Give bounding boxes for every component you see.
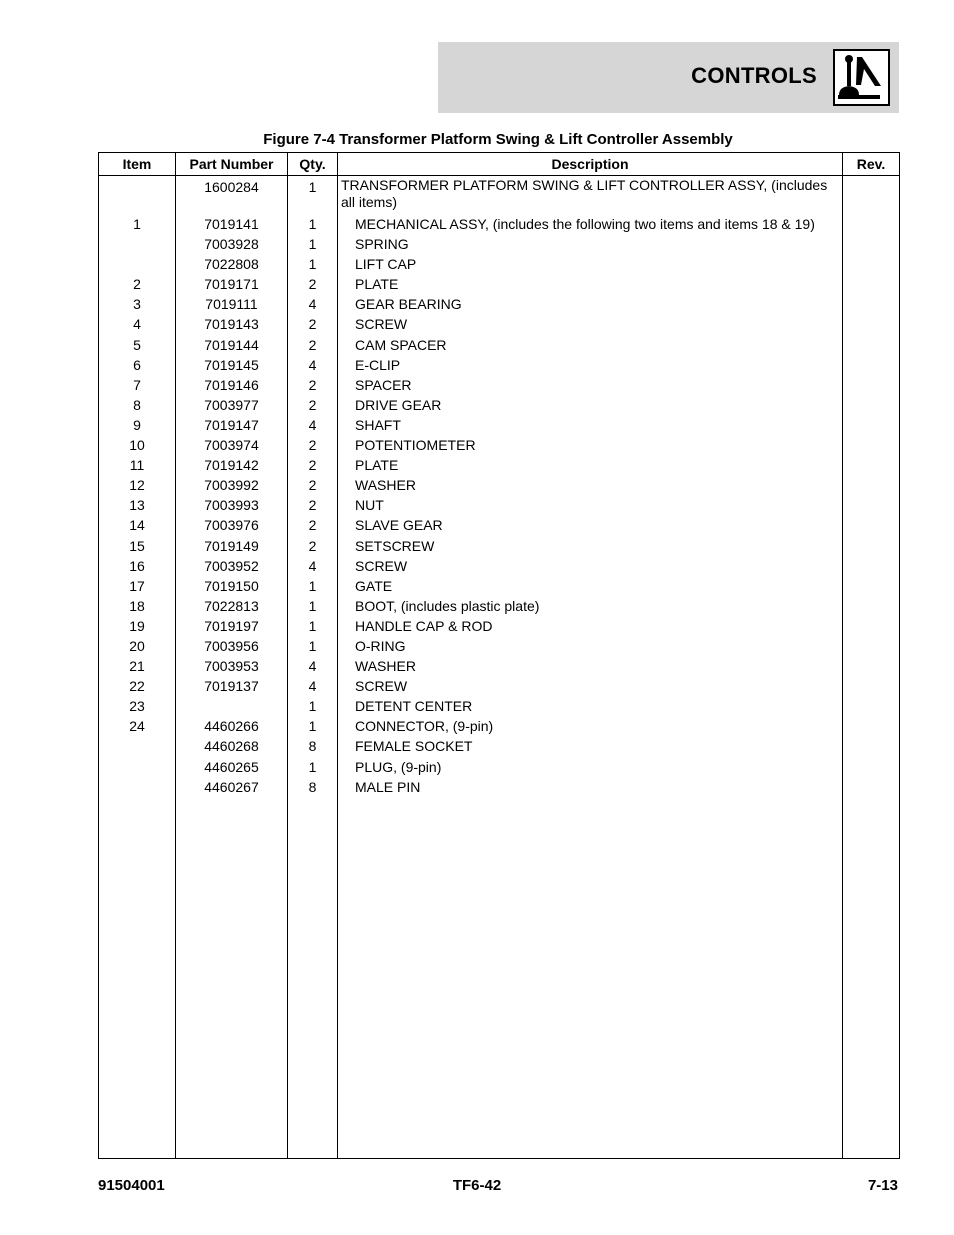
cell-description: WASHER <box>338 656 843 676</box>
cell-part-number: 7019141 <box>176 214 288 234</box>
cell-item <box>99 254 176 274</box>
cell-part-number: 7003977 <box>176 395 288 415</box>
table-row <box>99 556 900 576</box>
cell-rev <box>843 556 900 576</box>
cell-qty: 1 <box>288 214 338 234</box>
cell-item <box>99 757 176 777</box>
cell-rev <box>843 696 900 716</box>
cell-item: 24 <box>99 716 176 736</box>
cell-qty: 2 <box>288 314 338 334</box>
cell-part-number: 7019143 <box>176 314 288 334</box>
cell-rev <box>843 294 900 314</box>
cell-part-number: 7019137 <box>176 676 288 696</box>
cell-item: 12 <box>99 475 176 495</box>
table-row <box>99 736 900 756</box>
cell-part-number: 4460266 <box>176 716 288 736</box>
cell-qty: 2 <box>288 536 338 556</box>
cell-part-number: 7003953 <box>176 656 288 676</box>
cell-item: 20 <box>99 636 176 656</box>
cell-rev <box>843 335 900 355</box>
cell-part-number: 7019111 <box>176 294 288 314</box>
table-row <box>99 335 900 355</box>
cell-qty: 8 <box>288 777 338 797</box>
cell-qty: 2 <box>288 515 338 535</box>
cell-rev <box>843 234 900 254</box>
cell-description: DETENT CENTER <box>338 696 843 716</box>
cell-item: 4 <box>99 314 176 334</box>
col-header-rev: Rev. <box>843 153 900 176</box>
table-row <box>99 415 900 435</box>
cell-description: SPRING <box>338 234 843 254</box>
cell-rev <box>843 596 900 616</box>
cell-item <box>99 777 176 797</box>
cell-qty: 2 <box>288 495 338 515</box>
cell-description: NUT <box>338 495 843 515</box>
figure-title: Figure 7-4 Transformer Platform Swing & Lift Controller Assembly <box>263 131 733 148</box>
cell-rev <box>843 636 900 656</box>
cell-item <box>99 736 176 756</box>
parts-table <box>98 152 900 1159</box>
cell-qty: 1 <box>288 757 338 777</box>
cell-part-number: 1600284 <box>176 176 288 215</box>
cell-rev <box>843 375 900 395</box>
cell-part-number: 7019149 <box>176 536 288 556</box>
table-row <box>99 757 900 777</box>
footer-document-number: 91504001 <box>98 1177 165 1194</box>
cell-description: CONNECTOR, (9-pin) <box>338 716 843 736</box>
cell-rev <box>843 176 900 215</box>
cell-item: 21 <box>99 656 176 676</box>
cell-qty: 2 <box>288 274 338 294</box>
cell-item: 8 <box>99 395 176 415</box>
cell-rev <box>843 536 900 556</box>
cell-description: O-RING <box>338 636 843 656</box>
cell-description: WASHER <box>338 475 843 495</box>
cell-item: 13 <box>99 495 176 515</box>
cell-item: 10 <box>99 435 176 455</box>
cell-description: GEAR BEARING <box>338 294 843 314</box>
cell-qty: 1 <box>288 254 338 274</box>
cell-qty: 2 <box>288 335 338 355</box>
section-header <box>438 42 899 113</box>
cell-item: 23 <box>99 696 176 716</box>
cell-rev <box>843 314 900 334</box>
cell-part-number: 7003974 <box>176 435 288 455</box>
cell-description: BOOT, (includes plastic plate) <box>338 596 843 616</box>
table-row <box>99 395 900 415</box>
cell-rev <box>843 355 900 375</box>
cell-item: 11 <box>99 455 176 475</box>
cell-item: 16 <box>99 556 176 576</box>
table-row <box>99 777 900 797</box>
cell-qty: 4 <box>288 355 338 375</box>
cell-rev <box>843 214 900 234</box>
filler-cell <box>843 797 900 1159</box>
cell-rev <box>843 395 900 415</box>
cell-description: DRIVE GEAR <box>338 395 843 415</box>
filler-cell <box>99 797 176 1159</box>
table-row <box>99 375 900 395</box>
cell-qty: 1 <box>288 716 338 736</box>
col-header-qty: Qty. <box>288 153 338 176</box>
table-filler-row <box>99 797 900 1159</box>
cell-qty: 2 <box>288 375 338 395</box>
cell-item <box>99 234 176 254</box>
cell-part-number: 7019142 <box>176 455 288 475</box>
cell-qty: 1 <box>288 696 338 716</box>
cell-part-number: 4460265 <box>176 757 288 777</box>
cell-rev <box>843 576 900 596</box>
filler-cell <box>176 797 288 1159</box>
cell-part-number: 7019146 <box>176 375 288 395</box>
cell-item <box>99 176 176 215</box>
table-row <box>99 536 900 556</box>
cell-description: PLATE <box>338 455 843 475</box>
table-header-row <box>99 153 900 176</box>
cell-part-number: 7019147 <box>176 415 288 435</box>
cell-description: SCREW <box>338 556 843 576</box>
footer-page-number: 7-13 <box>867 1177 898 1194</box>
table-row <box>99 576 900 596</box>
cell-qty: 4 <box>288 676 338 696</box>
table-row <box>99 616 900 636</box>
table-row <box>99 676 900 696</box>
cell-part-number: 7019150 <box>176 576 288 596</box>
cell-description: GATE <box>338 576 843 596</box>
table-row <box>99 475 900 495</box>
cell-description: LIFT CAP <box>338 254 843 274</box>
cell-rev <box>843 736 900 756</box>
cell-item: 2 <box>99 274 176 294</box>
cell-rev <box>843 777 900 797</box>
cell-description: SLAVE GEAR <box>338 515 843 535</box>
cell-part-number: 4460268 <box>176 736 288 756</box>
table-row <box>99 176 900 215</box>
cell-rev <box>843 716 900 736</box>
cell-item: 22 <box>99 676 176 696</box>
cell-rev <box>843 274 900 294</box>
cell-description: SPACER <box>338 375 843 395</box>
cell-rev <box>843 757 900 777</box>
section-title: CONTROLS <box>691 63 817 88</box>
table-row <box>99 696 900 716</box>
cell-description: SCREW <box>338 676 843 696</box>
cell-rev <box>843 656 900 676</box>
cell-description: PLATE <box>338 274 843 294</box>
cell-description: SCREW <box>338 314 843 334</box>
cell-qty: 1 <box>288 636 338 656</box>
cell-qty: 1 <box>288 234 338 254</box>
cell-description: CAM SPACER <box>338 335 843 355</box>
cell-description: MECHANICAL ASSY, (includes the following two items and items 18 & 19) <box>338 214 843 234</box>
cell-rev <box>843 616 900 636</box>
cell-description: HANDLE CAP & ROD <box>338 616 843 636</box>
cell-rev <box>843 676 900 696</box>
cell-part-number: 7019144 <box>176 335 288 355</box>
cell-description: SETSCREW <box>338 536 843 556</box>
cell-description: POTENTIOMETER <box>338 435 843 455</box>
cell-rev <box>843 435 900 455</box>
cell-part-number: 7003976 <box>176 515 288 535</box>
cell-item: 5 <box>99 335 176 355</box>
cell-qty: 1 <box>288 176 338 215</box>
cell-part-number: 7003952 <box>176 556 288 576</box>
cell-item: 18 <box>99 596 176 616</box>
cell-item: 19 <box>99 616 176 636</box>
cell-part-number: 7019171 <box>176 274 288 294</box>
cell-description: SHAFT <box>338 415 843 435</box>
cell-item: 14 <box>99 515 176 535</box>
table-row <box>99 596 900 616</box>
table-row <box>99 355 900 375</box>
cell-qty: 1 <box>288 596 338 616</box>
table-row <box>99 274 900 294</box>
filler-cell <box>338 797 843 1159</box>
cell-part-number <box>176 696 288 716</box>
cell-qty: 1 <box>288 576 338 596</box>
cell-qty: 4 <box>288 556 338 576</box>
cell-item: 15 <box>99 536 176 556</box>
cell-part-number: 7019145 <box>176 355 288 375</box>
cell-item: 1 <box>99 214 176 234</box>
cell-part-number: 7019197 <box>176 616 288 636</box>
col-header-part-number: Part Number <box>176 153 288 176</box>
col-header-item: Item <box>99 153 176 176</box>
cell-description: TRANSFORMER PLATFORM SWING & LIFT CONTROLLER ASSY, (includes all items) <box>338 176 843 215</box>
table-row <box>99 656 900 676</box>
cell-qty: 4 <box>288 415 338 435</box>
cell-qty: 4 <box>288 294 338 314</box>
table-row <box>99 294 900 314</box>
table-row <box>99 214 900 234</box>
cell-part-number: 7022808 <box>176 254 288 274</box>
cell-qty: 8 <box>288 736 338 756</box>
cell-description: PLUG, (9-pin) <box>338 757 843 777</box>
cell-rev <box>843 254 900 274</box>
footer-model: TF6-42 <box>452 1177 502 1194</box>
cell-description: E-CLIP <box>338 355 843 375</box>
cell-item: 7 <box>99 375 176 395</box>
cell-part-number: 7003992 <box>176 475 288 495</box>
filler-cell <box>288 797 338 1159</box>
cell-item: 6 <box>99 355 176 375</box>
cell-qty: 2 <box>288 395 338 415</box>
cell-rev <box>843 495 900 515</box>
table-row <box>99 495 900 515</box>
table-row <box>99 435 900 455</box>
cell-part-number: 7003928 <box>176 234 288 254</box>
cell-item: 17 <box>99 576 176 596</box>
table-row <box>99 515 900 535</box>
table-row <box>99 636 900 656</box>
cell-part-number: 7003956 <box>176 636 288 656</box>
cell-rev <box>843 515 900 535</box>
cell-qty: 2 <box>288 435 338 455</box>
cell-qty: 1 <box>288 616 338 636</box>
cell-rev <box>843 415 900 435</box>
table-row <box>99 254 900 274</box>
table-row <box>99 716 900 736</box>
cell-item: 9 <box>99 415 176 435</box>
col-header-description: Description <box>338 153 843 176</box>
cell-rev <box>843 475 900 495</box>
cell-qty: 2 <box>288 475 338 495</box>
joystick-control-icon <box>833 49 890 106</box>
cell-qty: 4 <box>288 656 338 676</box>
cell-description: MALE PIN <box>338 777 843 797</box>
cell-qty: 2 <box>288 455 338 475</box>
table-row <box>99 455 900 475</box>
cell-part-number: 7022813 <box>176 596 288 616</box>
table-row <box>99 314 900 334</box>
cell-description: FEMALE SOCKET <box>338 736 843 756</box>
table-row <box>99 234 900 254</box>
cell-rev <box>843 455 900 475</box>
cell-part-number: 4460267 <box>176 777 288 797</box>
cell-part-number: 7003993 <box>176 495 288 515</box>
cell-item: 3 <box>99 294 176 314</box>
